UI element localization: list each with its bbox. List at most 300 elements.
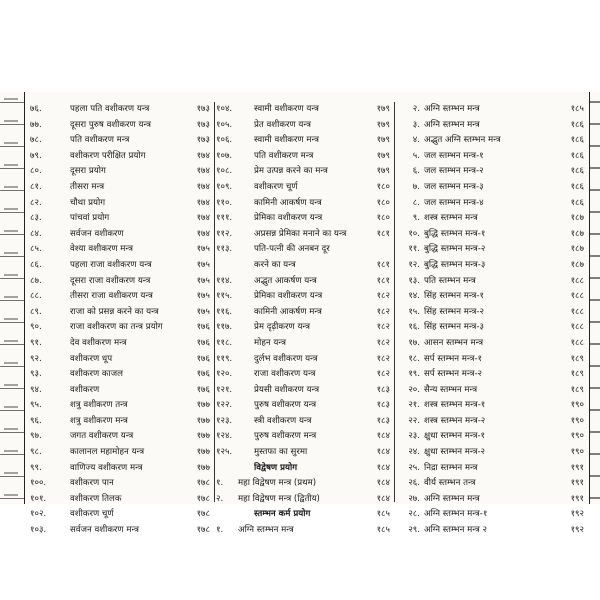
toc-entry-number: २१.	[408, 400, 420, 411]
toc-entry-title: वशीकरण तिलक	[70, 493, 122, 504]
toc-entry-title: शस्त्र स्तम्भन मन्त्र-२	[424, 415, 486, 426]
toc-entry	[30, 211, 214, 227]
toc-entry-page: १८४	[376, 431, 390, 442]
toc-entry-number: ८६.	[30, 259, 42, 270]
toc-entry-number: १०३.	[30, 525, 47, 536]
toc-entry	[398, 523, 588, 539]
toc-entry-number: १०.	[408, 228, 420, 239]
toc-entry-title: कालानल महामोहन यन्त्र	[70, 447, 145, 458]
toc-entry-title: निद्रा स्तम्भन मन्त्र	[424, 462, 478, 473]
toc-entry-title: शस्त्र स्तम्भन मन्त्र	[424, 213, 478, 224]
toc-entry	[216, 492, 394, 508]
toc-entry-page: १८०	[376, 181, 390, 192]
toc-entry-number: ७९.	[30, 150, 42, 161]
toc-entry	[398, 336, 588, 352]
toc-entry-number: १०६.	[216, 135, 233, 146]
toc-entry-number: ९४.	[30, 384, 42, 395]
toc-entry-title: कामिनी आकर्षण मन्त्र	[254, 306, 322, 317]
toc-entry-page: १७६	[196, 322, 210, 333]
toc-entry-number: ८३.	[30, 213, 42, 224]
toc-entry	[398, 149, 588, 165]
toc-entry-page: १८७	[570, 259, 584, 270]
toc-entry-number: ९२.	[30, 353, 42, 364]
toc-entry-page: १७४	[196, 228, 210, 239]
toc-entry-title: पांचवां प्रयोग	[70, 213, 110, 224]
toc-entry	[398, 118, 588, 134]
toc-entry-number: १११.	[216, 213, 233, 224]
toc-entry-page: १७७	[196, 415, 210, 426]
toc-entry-page: १८१	[376, 275, 390, 286]
toc-entry	[30, 320, 214, 336]
toc-entry-number: ११९.	[216, 353, 233, 364]
toc-entry-title: दुर्लभ वशीकरण यन्त्र	[254, 353, 318, 364]
toc-entry-page: १८४	[376, 493, 390, 504]
toc-entry-title: सिंह स्तम्भन मन्त्र-१	[424, 291, 484, 302]
toc-entry-page: १७८	[196, 509, 210, 520]
toc-entry	[398, 289, 588, 305]
toc-entry	[398, 102, 588, 118]
toc-entry-title: वशीकरण चूर्ण	[70, 509, 114, 520]
toc-entry-number: १९.	[408, 369, 420, 380]
toc-entry-number: २७.	[408, 493, 420, 504]
toc-entry-title: तीसरा राजा वशीकरण यन्त्र	[70, 291, 153, 302]
toc-entry	[398, 164, 588, 180]
toc-entry-title: स्वामी वशीकरण मन्त्र	[254, 135, 320, 146]
toc-entry-page: १७९	[376, 104, 390, 114]
toc-entry-number: १०२.	[30, 509, 47, 520]
toc-entry	[30, 149, 214, 165]
toc-entry-number: ६.	[412, 166, 420, 177]
toc-entry	[216, 367, 394, 383]
toc-entry-title: प्रेमिका वशीकरण यन्त्र	[254, 291, 323, 302]
toc-entry-page: १८६	[570, 166, 584, 177]
toc-entry	[398, 320, 588, 336]
toc-entry-number: १.	[216, 525, 224, 536]
toc-entry-page: १८९	[570, 384, 584, 395]
toc-entry	[216, 336, 394, 352]
toc-entry-title: दूसरा राजा वशीकरण यन्त्र	[70, 275, 151, 286]
toc-entry-title: जल स्तम्भन मन्त्र-१	[424, 150, 484, 161]
toc-entry-page: १८७	[570, 228, 584, 239]
toc-entry-page: १७५	[196, 259, 210, 270]
toc-entry-number: २०.	[408, 384, 420, 395]
toc-entry-title: प्रेयसी वशीकरण यन्त्र	[254, 384, 320, 395]
toc-entry-title: सर्प स्तम्भन मन्त्र-१	[424, 353, 483, 364]
toc-entry-number: २५.	[408, 462, 420, 473]
toc-entry-title: बुद्धि स्तम्भन मन्त्र-३	[424, 259, 486, 270]
toc-entry-page: १७४	[196, 166, 210, 177]
toc-entry	[30, 398, 214, 414]
toc-entry-title: अद्भुत आकर्षण यन्त्र	[254, 275, 317, 286]
toc-entry-page: १८६	[570, 181, 584, 192]
toc-entry-title: वाणिज्य वशीकरण मन्त्र	[70, 462, 143, 473]
toc-entry-number: १०५.	[216, 119, 233, 130]
toc-entry	[216, 196, 394, 212]
toc-entry	[398, 383, 588, 399]
toc-entry-number: ११४.	[216, 275, 233, 286]
toc-entry-title: बुद्धि स्तम्भन मन्त्र-१	[424, 228, 486, 239]
toc-entry-page: १८२	[376, 337, 390, 348]
toc-entry	[30, 196, 214, 212]
toc-entry	[216, 102, 394, 118]
toc-entry-title: क्षुधा स्तम्भन मन्त्र-२	[424, 447, 486, 458]
toc-entry-number: ९६.	[30, 415, 42, 426]
toc-entry	[30, 476, 214, 492]
toc-entry-number: ८०.	[30, 166, 42, 177]
toc-entry	[30, 133, 214, 149]
toc-section-heading	[216, 507, 394, 523]
toc-entry	[30, 461, 214, 477]
toc-entry-page: १७७	[196, 400, 210, 411]
toc-entry	[30, 367, 214, 383]
toc-entry-number: ५.	[412, 150, 420, 161]
toc-entry-number: २६.	[408, 478, 420, 489]
toc-entry-number: २.	[216, 493, 224, 504]
toc-entry	[398, 398, 588, 414]
book-page	[0, 92, 600, 536]
toc-entry-number: ११६.	[216, 306, 233, 317]
toc-entry-title: सिंह स्तम्भन मन्त्र-३	[424, 322, 484, 333]
toc-entry-title: जल स्तम्भन मन्त्र-३	[424, 181, 484, 192]
toc-entry	[216, 383, 394, 399]
toc-entry-title: वशीकरण	[70, 384, 100, 395]
toc-entry-page: १८८	[570, 275, 584, 286]
toc-entry-title: सर्वजन वशीकरण मन्त्र	[70, 525, 140, 536]
toc-entry-page: १७८	[196, 478, 210, 489]
toc-entry-title: जल स्तम्भन मन्त्र-२	[424, 166, 484, 177]
toc-entry-number: ९९.	[30, 462, 42, 473]
toc-entry-page: १८४	[376, 462, 390, 473]
toc-entry-number: १२१.	[216, 384, 233, 395]
toc-entry	[216, 258, 394, 274]
toc-entry-number: १२.	[408, 259, 420, 270]
decorative-border-right	[589, 92, 600, 504]
toc-entry-number: १०८.	[216, 166, 233, 177]
toc-entry-page: १९१	[570, 493, 584, 504]
toc-entry-page: १७७	[196, 462, 210, 473]
toc-entry	[398, 492, 588, 508]
toc-entry	[30, 242, 214, 258]
toc-entry	[398, 227, 588, 243]
toc-entry-page: १८८	[570, 337, 584, 348]
toc-entry-title: प्रेत वशीकरण यन्त्र	[254, 119, 311, 130]
toc-entry-number: ८९.	[30, 306, 42, 317]
toc-entry-number: २३.	[408, 431, 420, 442]
toc-entry-title: दूसरा पुरुष वशीकरण यन्त्र	[70, 119, 151, 130]
toc-entry	[30, 118, 214, 134]
toc-entry-page: १८६	[570, 150, 584, 161]
toc-entry	[398, 211, 588, 227]
toc-entry-number: १२४.	[216, 431, 233, 442]
toc-entry	[398, 507, 588, 523]
toc-entry-page: १८४	[376, 447, 390, 458]
toc-entry-number: ११.	[408, 244, 420, 255]
toc-entry-page: १७७	[196, 431, 210, 442]
toc-entry	[398, 242, 588, 258]
toc-column-3	[398, 102, 588, 536]
toc-entry-page: १८१	[376, 259, 390, 270]
toc-entry-number: ११०.	[216, 197, 233, 208]
toc-entry	[216, 320, 394, 336]
toc-section-heading	[216, 461, 394, 477]
toc-entry-title: अप्रसन्न प्रेमिका मनाने का यन्त्र	[254, 228, 347, 239]
toc-entry	[216, 289, 394, 305]
toc-entry-page: १८२	[376, 369, 390, 380]
toc-entry-title: मोहन यन्त्र	[254, 337, 286, 348]
toc-entry-number: ८४.	[30, 228, 42, 239]
toc-column-2	[216, 102, 395, 536]
toc-entry-title: महा विद्वेषण मन्त्र (प्रथम)	[238, 478, 317, 489]
toc-entry-title: क्षुधा स्तम्भन मन्त्र-१	[424, 431, 486, 442]
toc-entry-page: १८०	[376, 197, 390, 208]
toc-entry-number: २.	[412, 104, 420, 114]
toc-entry	[30, 429, 214, 445]
toc-entry-title: वशीकरण पान	[70, 478, 114, 489]
toc-entry-page: १७९	[376, 119, 390, 130]
toc-entry-page: १८८	[570, 306, 584, 317]
toc-entry-number: ८५.	[30, 244, 42, 255]
toc-entry	[398, 305, 588, 321]
toc-entry-title: अग्नि स्तम्भन मन्त्र	[238, 525, 294, 536]
toc-entry-title: वशीकरण काजल	[70, 369, 123, 380]
toc-entry	[30, 164, 214, 180]
toc-entry-page: १७४	[196, 150, 210, 161]
toc-entry	[398, 133, 588, 149]
toc-entry-number: ११८.	[216, 337, 233, 348]
toc-entry-number: ८.	[412, 197, 420, 208]
toc-entry-number: ९५.	[30, 400, 42, 411]
toc-entry	[30, 336, 214, 352]
toc-entry-number: ९७.	[30, 431, 42, 442]
toc-entry-page: १७९	[376, 135, 390, 146]
toc-entry	[216, 305, 394, 321]
toc-entry-page: १८६	[570, 119, 584, 130]
toc-entry-title: जगत वशीकरण यन्त्र	[70, 431, 134, 442]
toc-entry-number: १८.	[408, 353, 420, 364]
toc-entry-page: १७४	[196, 181, 210, 192]
toc-entry	[398, 180, 588, 196]
toc-entry-number: ११२.	[216, 228, 233, 239]
toc-entry	[216, 118, 394, 134]
toc-entry-page: १८२	[376, 306, 390, 317]
toc-entry-number: १०४.	[216, 104, 233, 114]
toc-entry-page: १७५	[196, 275, 210, 286]
toc-entry-page: १७४	[196, 213, 210, 224]
toc-entry-title: पति वशीकरण मन्त्र	[254, 150, 314, 161]
toc-entry-title: सिंह स्तम्भन मन्त्र-२	[424, 306, 484, 317]
toc-entry-number: ८८.	[30, 291, 42, 302]
toc-entry-title: पति स्तम्भन मन्त्र	[424, 275, 476, 286]
toc-entry-title: प्रेम दृढ़ीकरण यन्त्र	[254, 322, 310, 333]
toc-entry-title: चौथा प्रयोग	[70, 197, 106, 208]
toc-entry-page: १९२	[570, 509, 584, 520]
toc-entry-title: स्तम्भन कर्म प्रयोग	[254, 509, 311, 520]
toc-entry-title: मुस्तफा का सुरमा	[254, 447, 308, 458]
toc-entry	[216, 149, 394, 165]
toc-entry-number: ८७.	[30, 275, 42, 286]
toc-entry-page: १७८	[196, 525, 210, 536]
toc-entry	[398, 429, 588, 445]
toc-entry	[216, 398, 394, 414]
toc-entry	[30, 383, 214, 399]
toc-entry-number: २९.	[408, 525, 420, 536]
toc-entry-page: १७३	[196, 119, 210, 130]
decorative-border-left	[0, 92, 25, 504]
toc-entry-number: ७७.	[30, 119, 42, 130]
toc-entry	[30, 445, 214, 461]
toc-entry-page: १७६	[196, 353, 210, 364]
toc-entry	[398, 445, 588, 461]
toc-entry	[30, 258, 214, 274]
toc-entry-title: वशीकरण चूर्ण	[254, 181, 298, 192]
toc-entry-number: १२०.	[216, 369, 233, 380]
toc-entry-page: १८९	[570, 353, 584, 364]
toc-entry-page: १८२	[376, 291, 390, 302]
toc-entry	[30, 352, 214, 368]
toc-entry-number: १०९.	[216, 181, 233, 192]
toc-entry-title: वेश्या वशीकरण मन्त्र	[70, 244, 133, 255]
toc-entry	[398, 414, 588, 430]
toc-entry-title: कामिनी आकर्षण यन्त्र	[254, 197, 322, 208]
toc-entry-title: महा विद्वेषण मन्त्र (द्वितीय)	[238, 493, 320, 504]
toc-entry-title: पुरुष वशीकरण यन्त्र	[254, 400, 317, 411]
toc-entry	[216, 227, 394, 243]
toc-entry-number: १.	[216, 478, 224, 489]
toc-entry-number: ३.	[412, 119, 420, 130]
toc-entry-number: १५.	[408, 306, 420, 317]
toc-entry-number: ९.	[412, 213, 420, 224]
toc-entry-title: सैन्य स्तम्भन मन्त्र	[424, 384, 478, 395]
toc-entry-page: १७८	[196, 493, 210, 504]
toc-entry	[398, 461, 588, 477]
toc-entry-title: पुरुष वशीकरण मन्त्र	[254, 431, 317, 442]
toc-entry-title: जल स्तम्भन मन्त्र-४	[424, 197, 484, 208]
toc-entry-title: प्रेम उत्पन्न करने का मन्त्र	[254, 166, 328, 177]
toc-entry-page: १९०	[570, 431, 584, 442]
toc-entry	[398, 352, 588, 368]
toc-entry-number: ८२.	[30, 197, 42, 208]
toc-entry-number: १३.	[408, 275, 420, 286]
toc-entry-title: प्रेमिका वशीकरण यन्त्र	[254, 213, 323, 224]
toc-entry-title: सर्वजन वशीकरण	[70, 228, 124, 239]
toc-entry-title: देव वशीकरण मन्त्र	[70, 337, 127, 348]
toc-entry-number: १०१.	[30, 493, 47, 504]
toc-entry-number: २२.	[408, 415, 420, 426]
toc-entry	[216, 274, 394, 290]
toc-entry-title: स्वामी वशीकरण यन्त्र	[254, 104, 319, 114]
toc-entry-number: २४.	[408, 447, 420, 458]
toc-entry-page: १७३	[196, 104, 210, 114]
toc-entry-number: ७.	[412, 181, 420, 192]
toc-entry-number: ९१.	[30, 337, 42, 348]
toc-entry	[398, 274, 588, 290]
toc-entry	[216, 414, 394, 430]
toc-entry-number: २८.	[408, 509, 420, 520]
toc-entry	[216, 242, 394, 258]
toc-entry-page: १७६	[196, 384, 210, 395]
toc-entry-page: १८६	[570, 197, 584, 208]
toc-entry	[216, 133, 394, 149]
toc-entry	[30, 102, 214, 118]
toc-entry-page: १८५	[376, 509, 390, 520]
toc-entry-page: १९१	[570, 478, 584, 489]
toc-entry-page: १७६	[196, 369, 210, 380]
toc-entry	[30, 523, 214, 539]
toc-entry-number: ८१.	[30, 181, 42, 192]
toc-entry-title: अग्नि स्तम्भन मन्त्र	[424, 104, 480, 114]
toc-entry-title: अद्भुत अग्नि स्तम्भन मन्त्र	[424, 135, 501, 146]
toc-entry-page: १८६	[570, 135, 584, 146]
toc-entry-number: ४.	[412, 135, 420, 146]
toc-entry-page: १७५	[196, 306, 210, 317]
toc-entry-title: वीर्य स्तम्भन तन्त्र	[424, 478, 476, 489]
toc-entry-title: दूसरा प्रयोग	[70, 166, 106, 177]
toc-entry-number: १००.	[30, 478, 47, 489]
toc-entry-page: १८९	[570, 369, 584, 380]
toc-entry-page: १९२	[570, 525, 584, 536]
toc-entry-number: ७६.	[30, 104, 42, 114]
toc-entry-page: १७३	[196, 135, 210, 146]
toc-entry-title: आसन स्तम्भन मन्त्र	[424, 337, 484, 348]
toc-entry-title: तीसरा मन्त्र	[70, 181, 105, 192]
toc-entry-page: १८०	[376, 213, 390, 224]
toc-entry-title: पति वशीकरण मन्त्र	[70, 135, 130, 146]
toc-entry-page: १७५	[196, 244, 210, 255]
toc-entry-title: अग्नि स्तम्भन मन्त्र २	[424, 525, 487, 536]
toc-entry-page: १९०	[570, 400, 584, 411]
toc-entry-number: १०७.	[216, 150, 233, 161]
toc-entry-number: ७८.	[30, 135, 42, 146]
toc-entry	[398, 476, 588, 492]
toc-entry-number: १२५.	[216, 447, 233, 458]
toc-entry-title: बुद्धि स्तम्भन मन्त्र-२	[424, 244, 486, 255]
toc-entry	[30, 180, 214, 196]
toc-entry-page: १७५	[196, 291, 210, 302]
toc-entry-title: पहला राजा वशीकरण यन्त्र	[70, 259, 152, 270]
toc-entry-page: १८४	[376, 478, 390, 489]
toc-entry-number: १४.	[408, 291, 420, 302]
toc-entry	[398, 196, 588, 212]
toc-entry	[30, 274, 214, 290]
toc-entry-number: १७.	[408, 337, 420, 348]
toc-entry-number: ११७.	[216, 322, 233, 333]
toc-entry-title: वशीकरण परीक्षित प्रयोग	[70, 150, 146, 161]
toc-entry-page: १८२	[376, 353, 390, 364]
toc-entry-page: १८१	[376, 228, 390, 239]
toc-entry-page: १८५	[570, 104, 584, 114]
toc-entry-page: १८७	[570, 244, 584, 255]
toc-entry-page: १८२	[376, 322, 390, 333]
toc-entry-page: १८५	[376, 525, 390, 536]
toc-entry-number: ९०.	[30, 322, 42, 333]
toc-entry-title: पति-पत्नी की अनबन दूर	[254, 244, 330, 255]
toc-entry	[30, 414, 214, 430]
toc-entry-title: शस्त्र स्तम्भन मन्त्र-१	[424, 400, 486, 411]
toc-entry-title: राजा वशीकरण का तन्त्र प्रयोग	[70, 322, 163, 333]
toc-entry	[216, 211, 394, 227]
toc-entry-number: १२३.	[216, 415, 233, 426]
toc-entry-page: १९०	[570, 415, 584, 426]
toc-entry-page: १७९	[376, 166, 390, 177]
toc-entry-number: १२२.	[216, 400, 233, 411]
toc-entry-title: स्त्री वशीकरण यन्त्र	[254, 415, 312, 426]
toc-entry-title: करने का यन्त्र	[254, 259, 296, 270]
toc-entry-title: सर्प स्तम्भन मन्त्र-२	[424, 369, 483, 380]
toc-entry-number: ११३.	[216, 244, 233, 255]
toc-entry-page: १८३	[376, 384, 390, 395]
toc-entry	[30, 305, 214, 321]
toc-entry-page: १९०	[570, 447, 584, 458]
